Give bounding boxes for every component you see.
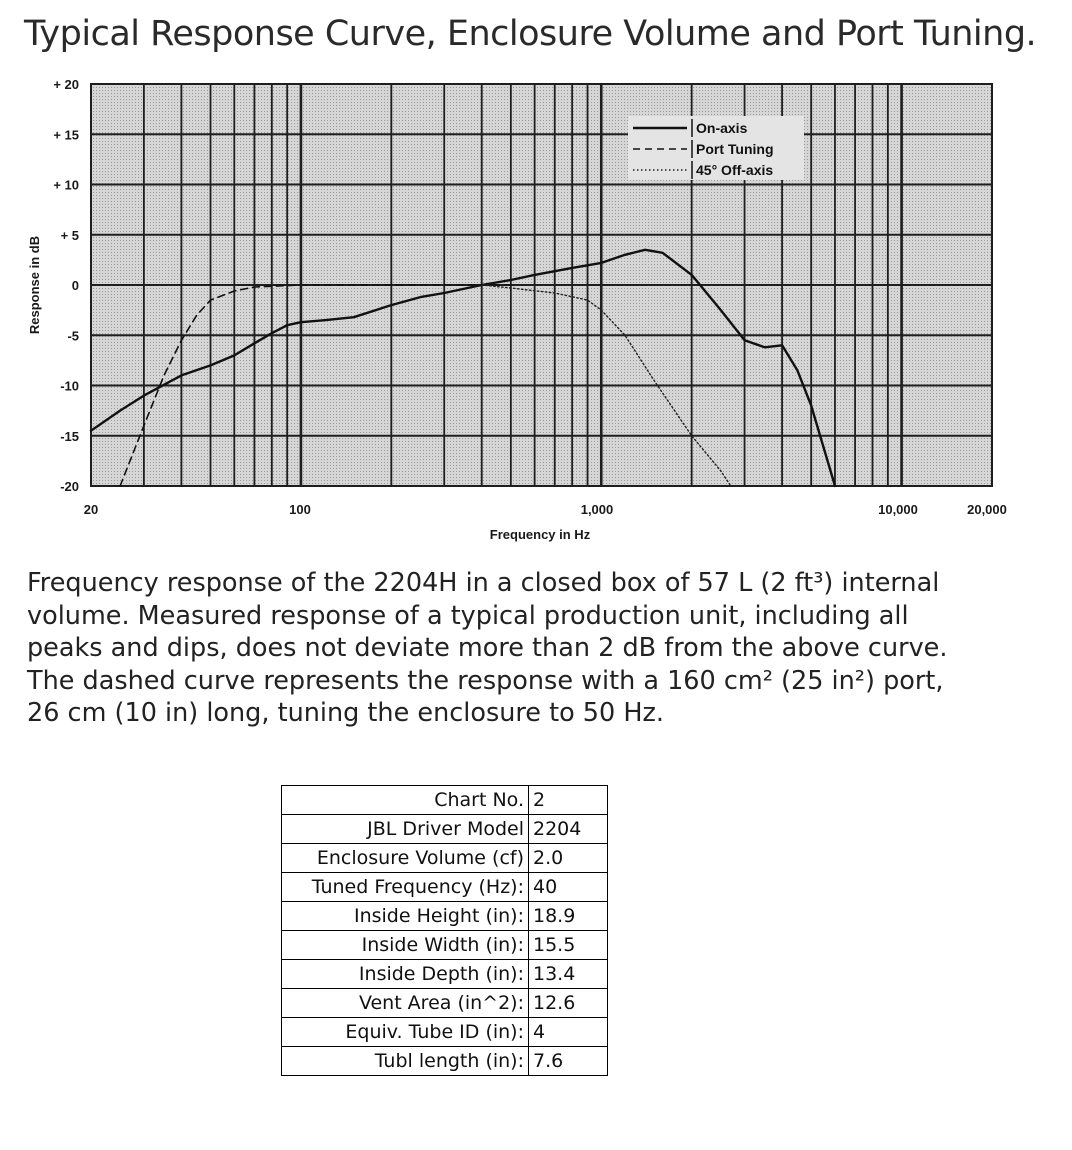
caption-line: 26 cm (10 in) long, tuning the enclosure to 50 Hz. — [27, 698, 665, 728]
spec-label: Inside Width (in): — [282, 931, 529, 960]
enclosure-specs-table — [281, 785, 608, 1076]
spec-value: 12.6 — [529, 989, 608, 1018]
y-tick-label: + 10 — [53, 177, 79, 193]
spec-value: 40 — [529, 873, 608, 902]
spec-label: Vent Area (in^2): — [282, 989, 529, 1018]
y-tick-label: + 5 — [60, 227, 79, 243]
caption — [27, 567, 1027, 730]
spec-value: 2204 — [529, 815, 608, 844]
spec-value: 18.9 — [529, 902, 608, 931]
legend-label: 45° Off-axis — [696, 162, 774, 178]
chart-title: Typical Response Curve, Enclosure Volume and Port Tuning. — [24, 14, 1037, 54]
spec-label: Tubl length (in): — [282, 1047, 529, 1076]
spec-label: Tuned Frequency (Hz): — [282, 873, 529, 902]
spec-row — [282, 931, 608, 960]
y-tick-labels — [53, 77, 79, 494]
spec-row — [282, 1018, 608, 1047]
spec-label: Inside Depth (in): — [282, 960, 529, 989]
y-tick-label: -15 — [60, 428, 79, 444]
y-tick-label: -20 — [60, 479, 79, 494]
frequency-response-chart — [0, 0, 1072, 560]
spec-label: Chart No. — [282, 786, 529, 815]
spec-row — [282, 786, 608, 815]
y-axis-label: Response in dB — [27, 235, 42, 335]
spec-value: 2.0 — [529, 844, 608, 873]
y-tick-label: -5 — [67, 328, 79, 344]
spec-value: 13.4 — [529, 960, 608, 989]
x-tick-label: 20,000 — [967, 502, 1007, 517]
spec-row — [282, 902, 608, 931]
spec-label: JBL Driver Model — [282, 815, 529, 844]
x-tick-label: 20 — [83, 502, 99, 517]
spec-value: 15.5 — [529, 931, 608, 960]
legend-label: On-axis — [696, 120, 748, 136]
x-tick-label: 10,000 — [878, 502, 918, 517]
spec-value: 2 — [529, 786, 608, 815]
y-tick-label: -10 — [60, 378, 79, 394]
legend-label: Port Tuning — [696, 141, 774, 157]
spec-label: Equiv. Tube ID (in): — [282, 1018, 529, 1047]
spec-row — [282, 1047, 608, 1076]
spec-label: Enclosure Volume (cf) — [282, 844, 529, 873]
x-tick-label: 1,000 — [580, 502, 614, 517]
spec-label: Inside Height (in): — [282, 902, 529, 931]
x-tick-labels — [84, 502, 1007, 517]
spec-row — [282, 873, 608, 902]
legend — [628, 116, 804, 180]
spec-row — [282, 960, 608, 989]
spec-value: 4 — [529, 1018, 608, 1047]
spec-value: 7.6 — [529, 1047, 608, 1076]
spec-row — [282, 844, 608, 873]
y-tick-label: 0 — [71, 278, 79, 293]
y-tick-label: + 20 — [53, 77, 79, 92]
x-tick-label: 100 — [289, 502, 311, 517]
spec-row — [282, 815, 608, 844]
caption-line: The dashed curve represents the response with a 160 cm² (25 in²) port, — [27, 665, 944, 696]
spec-row — [282, 989, 608, 1018]
x-axis-label: Frequency in Hz — [489, 527, 591, 542]
caption-line: volume. Measured response of a typical production unit, including all — [27, 600, 909, 631]
caption-line: peaks and dips, does not deviate more than 2 dB from the above curve. — [27, 633, 948, 663]
y-tick-label: + 15 — [53, 127, 79, 143]
caption-line: Frequency response of the 2204H in a closed box of 57 L (2 ft³) internal — [27, 568, 940, 598]
